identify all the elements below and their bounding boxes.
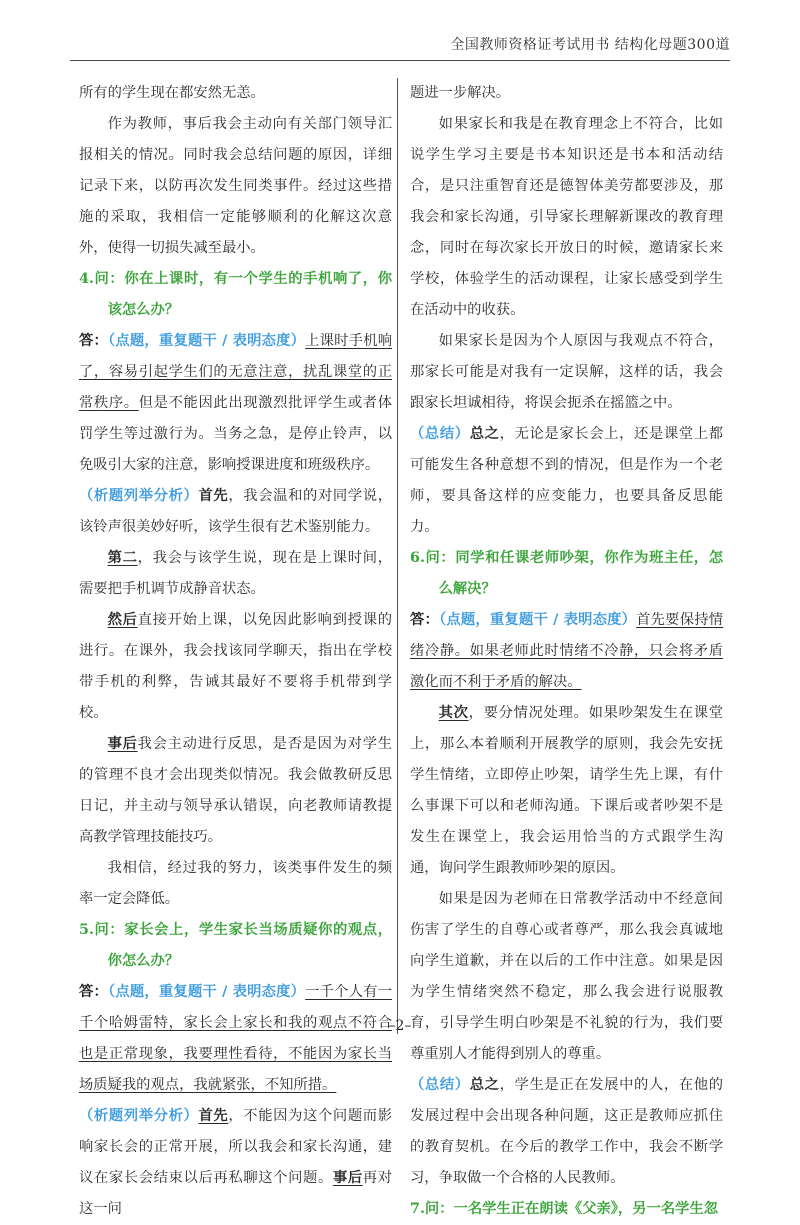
right-column (410, 78, 723, 1225)
summary-paragraph (410, 419, 723, 543)
answer-text: ，我会与该学生说，现在是上课时间，需要把手机调节成静音状态。 (79, 550, 393, 597)
keyword: 其次 (438, 705, 469, 721)
answer-label: 答： (410, 612, 440, 628)
keyword: 事后 (107, 736, 138, 752)
answer-text: ，学生是正在发展中的人，在他的发展过程中会出现各种问题，这正是教师应抓住的教育契机。在今后的教学工作中，我会不断学习，争取做一个合格的人民教师。 (410, 1077, 724, 1186)
left-column (79, 78, 392, 1225)
summary-tag: （总结） (410, 1077, 470, 1093)
answer-text: ，不能因为这个问题而影响家长会的正常开展，所以我会和家长沟通，建议在家长会结束以后再私聊这个问题。 (79, 1108, 393, 1186)
answer-label: 答： (79, 333, 109, 349)
question-7-heading: 7.问：一名学生正在朗读《父亲》，另一名学生忽 (410, 1201, 719, 1217)
answer-label: 答： (79, 984, 109, 1000)
paragraph: 如果家长是因为个人原因与我观点不符合，那家长可能是对我有一定误解，这样的话，我会跟家长坦诚相待，将误会扼杀在摇篮之中。 (410, 333, 723, 411)
keyword: 总之 (469, 426, 500, 442)
paragraph (79, 605, 392, 729)
page-number: –2– (388, 1018, 412, 1034)
keyword: 总之 (469, 1077, 500, 1093)
answer-text: ，我会温和的对同学说，该铃声很美妙好听，该学生很有艺术鉴别能力。 (79, 488, 393, 535)
strategy-tag: （点题，重复题干 / 表明态度） (108, 984, 306, 1000)
header-rule (70, 60, 730, 61)
keyword: 首先 (198, 488, 229, 504)
keyword: 然后 (107, 612, 138, 628)
answer-text: 我会主动进行反思，是否是因为对学生的管理不良才会出现类似情况。我会做教研反思日记，并主动与领导承认错误，向老教师请教提高教学管理技能技巧。 (79, 736, 393, 845)
answer-text: 再对这一问 (79, 1170, 393, 1217)
strategy-tag: （析题列举分析） (79, 1108, 199, 1124)
paragraph: 如果是因为老师在日常教学活动中不经意间伤害了学生的自尊心或者尊严，那么我会真诚地向学生道歉，并在以后的工作中注意。如果是因为学生情绪突然不稳定，那么我会进行说服教育，引导学生明白吵架是不礼貌的行为，我们要尊重别人才能得到别人的尊重。 (410, 891, 723, 1062)
paragraph (79, 729, 392, 853)
paragraph (79, 543, 392, 605)
strategy-tag: （点题，重复题干 / 表明态度） (108, 333, 306, 349)
underlined-text: 首先要保持情绪冷静。如果老师此时情绪不冷静，只会将矛盾激化而不利于矛盾的解决。 (410, 612, 724, 690)
paragraph: 所有的学生现在都安然无恙。 (79, 85, 265, 101)
column-divider (397, 78, 398, 1034)
answer-text: ，要分情况处理。如果吵架发生在课堂上，那么本着顺利开展教学的原则，我会先安抚学生情绪，立即停止吵架，请学生先上课，有什么事课下可以和老师沟通。下课后或者吵架不是发生在课堂上，我会运用恰当的方式跟学生沟通，询问学生跟教师吵架的原因。 (410, 705, 724, 876)
underlined-text: 上课时手机响了，容易引起学生们的无意注意，扰乱课堂的正常秩序。 (79, 333, 393, 411)
running-header: 全国教师资格证考试用书 结构化母题300道 (450, 37, 730, 53)
strategy-tag: （点题，重复题干 / 表明态度） (439, 612, 637, 628)
analysis-paragraph (79, 481, 392, 543)
question-6-heading: 6.问：同学和任课老师吵架，你作为班主任，怎么解决？ (410, 550, 723, 597)
answer-6-paragraph (410, 605, 723, 698)
analysis-paragraph (79, 1101, 392, 1225)
summary-paragraph (410, 1070, 723, 1194)
paragraph: 如果家长和我是在教育理念上不符合，比如说学生学习主要是书本知识还是书本和活动结合，是只注重智育还是德智体美劳都要涉及，那我会和家长沟通，引导家长理解新课改的教育理念，同时在每次家长开放日的时候，邀请家长来学校，体验学生的活动课程，让家长感受到学生在活动中的收获。 (410, 116, 723, 318)
paragraph (410, 698, 723, 884)
answer-5-paragraph (79, 977, 392, 1101)
strategy-tag: （析题列举分析） (79, 488, 199, 504)
paragraph: 题进一步解决。 (410, 85, 511, 101)
underlined-text: 一千个人有一千个哈姆雷特，家长会上家长和我的观点不符合也是正常现象，我要理性看待，不能因为家长当场质疑我的观点，我就紧张，不知所措。 (79, 984, 393, 1093)
paragraph: 我相信，经过我的努力，该类事件发生的频率一定会降低。 (79, 860, 392, 907)
answer-4-paragraph (79, 326, 392, 481)
summary-tag: （总结） (410, 426, 470, 442)
paragraph: 作为教师，事后我会主动向有关部门领导汇报相关的情况。同时我会总结问题的原因，详细记录下来，以防再次发生同类事件。经过这些措施的采取，我相信一定能够顺利的化解这次意外，使得一切损失减至最小。 (79, 116, 392, 256)
keyword: 第二 (107, 550, 138, 566)
question-5-heading: 5.问：家长会上，学生家长当场质疑你的观点，你怎么办？ (79, 922, 392, 969)
question-4-heading: 4.问：你在上课时，有一个学生的手机响了，你该怎么办？ (79, 271, 392, 318)
answer-text: 直接开始上课，以免因此影响到授课的进行。在课外，我会找该同学聊天，指出在学校带手机的利弊，告诫其最好不要将手机带到学校。 (79, 612, 393, 721)
keyword: 首先 (198, 1108, 229, 1124)
keyword: 事后 (332, 1170, 363, 1186)
answer-text: 但是不能因此出现激烈批评学生或者体罚学生等过激行为。当务之急，是停止铃声，以免吸引大家的注意，影响授课进度和班级秩序。 (79, 395, 393, 473)
answer-text: ，无论是家长会上，还是课堂上都可能发生各种意想不到的情况，但是作为一个老师，要具备这样的应变能力，也要具备反思能力。 (410, 426, 724, 535)
